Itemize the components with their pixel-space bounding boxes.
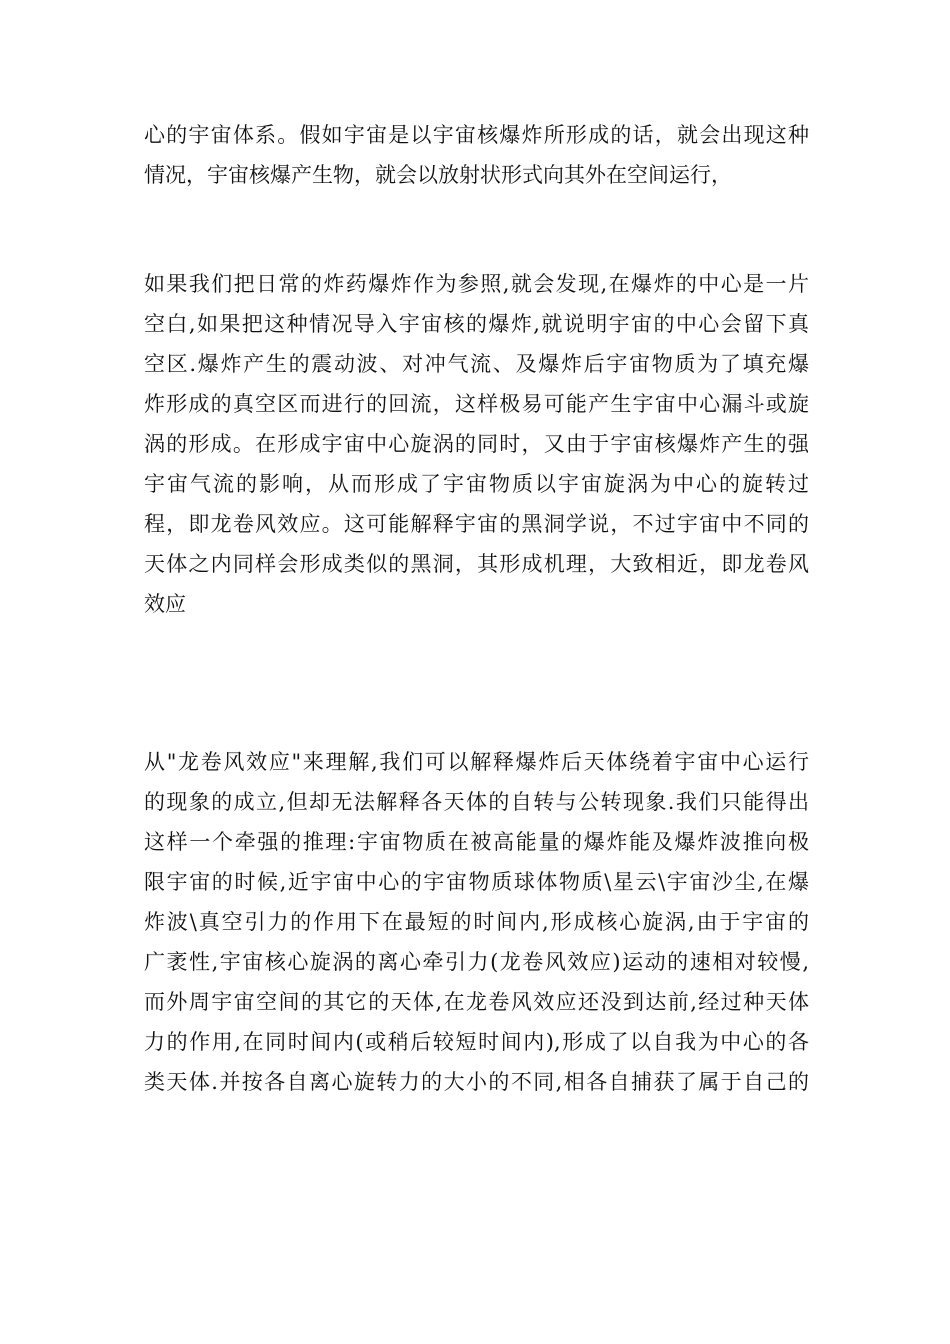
text-line: 而外周宇宙空间的其它的天体,在龙卷风效应还没到达前,经过种天体: [144, 990, 809, 1014]
text-line: 类天体.并按各自离心旋转力的大小的不同,相各自捕获了属于自己的: [144, 1070, 809, 1094]
text-line: 力的作用,在同时间内(或稍后较短时间内),形成了以自我为中心的各: [144, 1030, 809, 1054]
text-line: 心的宇宙体系。假如宇宙是以宇宙核爆炸所形成的话，就会出现这种: [144, 123, 809, 147]
text-line: 宇宙气流的影响，从而形成了宇宙物质以宇宙旋涡为中心的旋转过: [144, 472, 809, 496]
text-line: 广袤性,宇宙核心旋涡的离心牵引力(龙卷风效应)运动的速相对较慢,: [144, 950, 809, 974]
text-line: 空白,如果把这种情况导入宇宙核的爆炸,就说明宇宙的中心会留下真: [144, 312, 809, 336]
text-line: 涡的形成。在形成宇宙中心旋涡的同时，又由于宇宙核爆炸产生的强: [144, 432, 809, 456]
text-line: 效应: [144, 592, 186, 616]
text-line: 程，即龙卷风效应。这可能解释宇宙的黑洞学说，不过宇宙中不同的: [144, 512, 809, 536]
text-line: 从"龙卷风效应"来理解,我们可以解释爆炸后天体绕着宇宙中心运行: [144, 750, 809, 774]
paragraph-1: [144, 115, 809, 195]
text-line: 的现象的成立,但却无法解释各天体的自转与公转现象.我们只能得出: [144, 790, 809, 814]
paragraph-2: [144, 264, 809, 624]
text-line: 炸波\真空引力的作用下在最短的时间内,形成核心旋涡,由于宇宙的: [144, 910, 809, 934]
paragraph-3: [144, 742, 809, 1102]
text-line: 情况，宇宙核爆产生物，就会以放射状形式向其外在空间运行，: [144, 163, 732, 187]
text-line: 炸形成的真空区而进行的回流，这样极易可能产生宇宙中心漏斗或旋: [144, 392, 809, 416]
text-line: 空区.爆炸产生的震动波、对冲气流、及爆炸后宇宙物质为了填充爆: [144, 352, 809, 376]
text-line: 天体之内同样会形成类似的黑洞，其形成机理，大致相近，即龙卷风: [144, 552, 809, 576]
text-line: 如果我们把日常的炸药爆炸作为参照,就会发现,在爆炸的中心是一片: [144, 272, 809, 296]
text-line: 限宇宙的时候,近宇宙中心的宇宙物质球体物质\星云\宇宙沙尘,在爆: [144, 870, 809, 894]
text-line: 这样一个牵强的推理:宇宙物质在被高能量的爆炸能及爆炸波推向极: [144, 830, 809, 854]
